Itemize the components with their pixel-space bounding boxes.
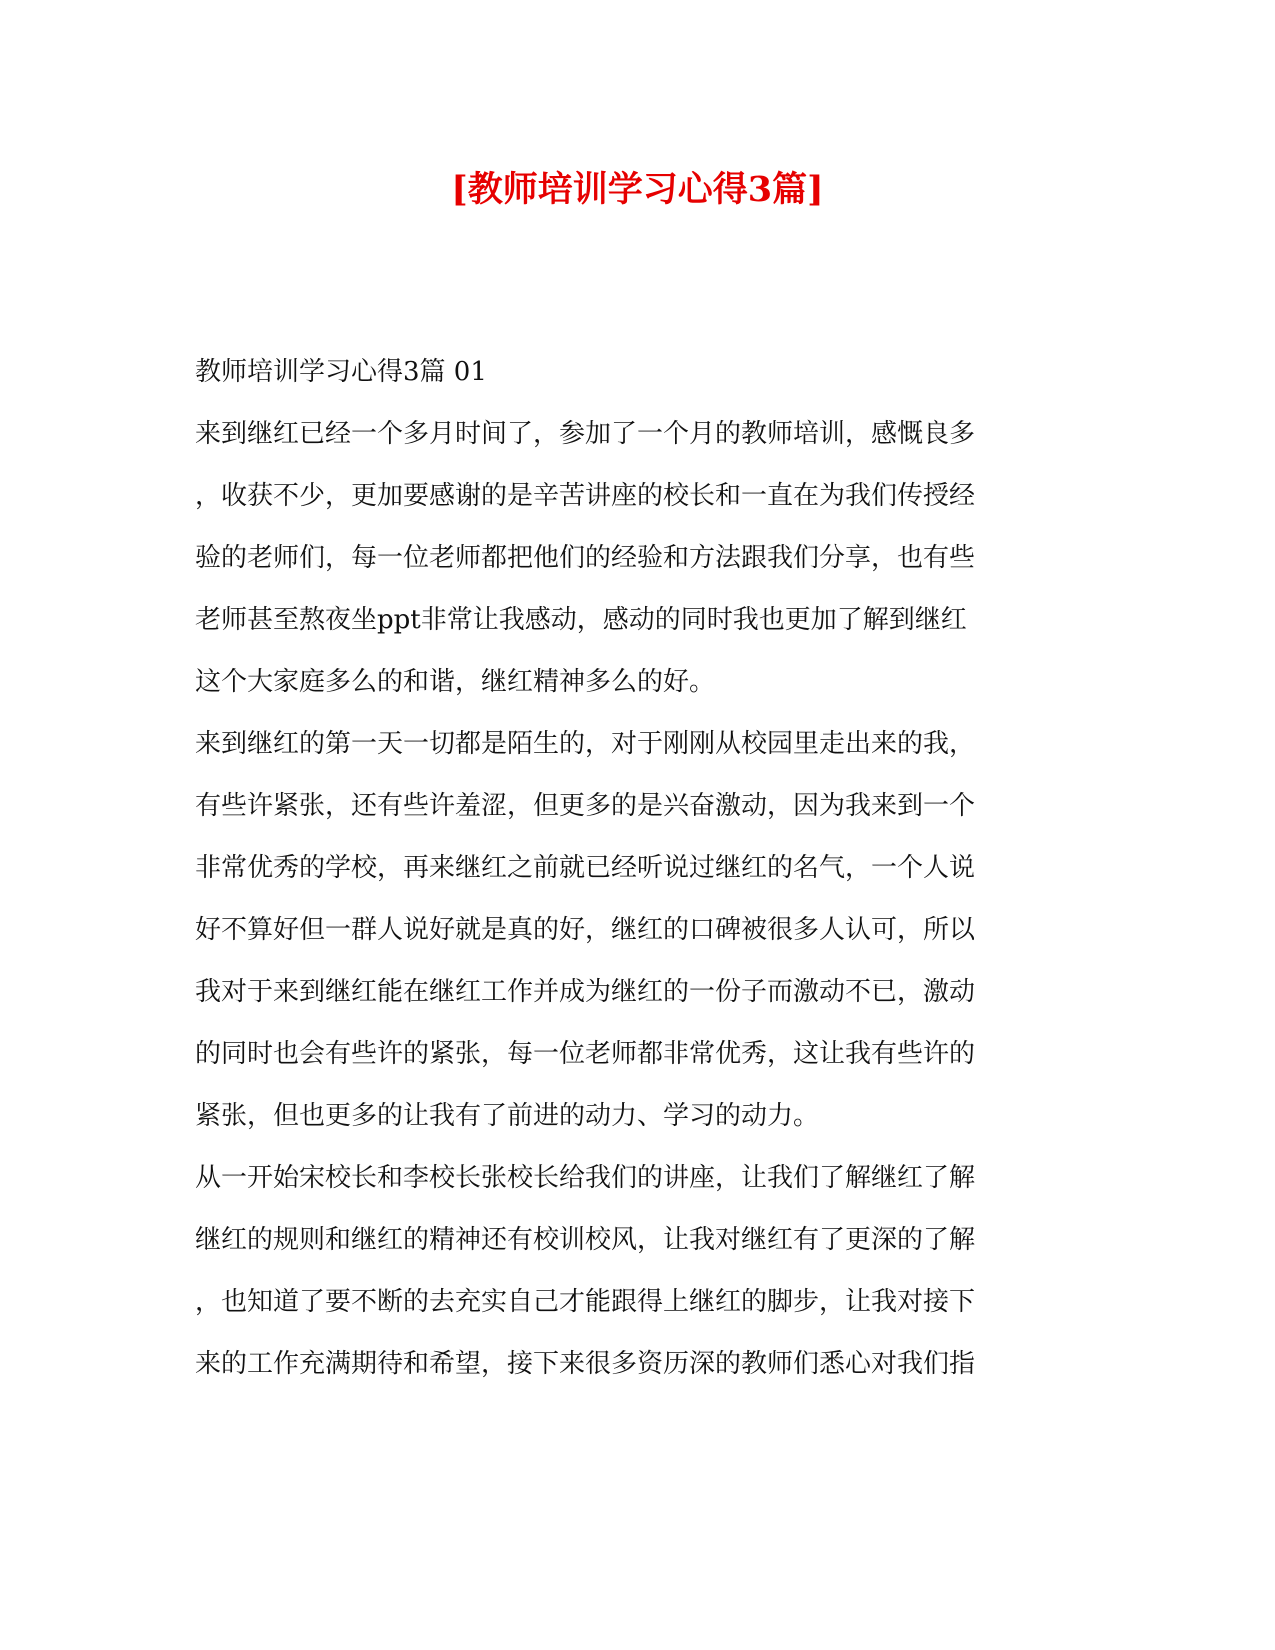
body-line: 来到继红的第一天一切都是陌生的，对于刚刚从校园里走出来的我， (195, 729, 976, 759)
body-line: 从一开始宋校长和李校长张校长给我们的讲座，让我们了解继红了解 (195, 1163, 976, 1193)
body-line: 继红的规则和继红的精神还有校训校风，让我对继红有了更深的了解 (195, 1225, 976, 1255)
body-line: 紧张，但也更多的让我有了前进的动力、学习的动力。 (195, 1101, 820, 1131)
body-line: 我对于来到继红能在继红工作并成为继红的一份子而激动不已，激动 (195, 977, 976, 1007)
body-line: 验的老师们，每一位老师都把他们的经验和方法跟我们分享，也有些 (195, 543, 976, 573)
body-line: 非常优秀的学校，再来继红之前就已经听说过继红的名气，一个人说 (195, 853, 976, 883)
body-line: 来到继红已经一个多月时间了，参加了一个月的教师培训，感慨良多 (195, 419, 976, 449)
body-line: 这个大家庭多么的和谐，继红精神多么的好。 (195, 667, 716, 697)
section-heading: 教师培训学习心得3篇 01 (195, 357, 487, 387)
document-title: [教师培训学习心得3篇] (451, 169, 824, 210)
body-line: ，收获不少，更加要感谢的是辛苦讲座的校长和一直在为我们传授经 (195, 481, 976, 511)
body-line: 有些许紧张，还有些许羞涩，但更多的是兴奋激动，因为我来到一个 (195, 791, 976, 821)
body-line: 来的工作充满期待和希望，接下来很多资历深的教师们悉心对我们指 (195, 1349, 976, 1379)
body-line: 好不算好但一群人说好就是真的好，继红的口碑被很多人认可，所以 (195, 915, 976, 945)
body-line: 的同时也会有些许的紧张，每一位老师都非常优秀，这让我有些许的 (195, 1039, 976, 1069)
body-line: ，也知道了要不断的去充实自己才能跟得上继红的脚步，让我对接下 (195, 1287, 976, 1317)
body-line: 老师甚至熬夜坐ppt非常让我感动，感动的同时我也更加了解到继红 (195, 605, 967, 635)
